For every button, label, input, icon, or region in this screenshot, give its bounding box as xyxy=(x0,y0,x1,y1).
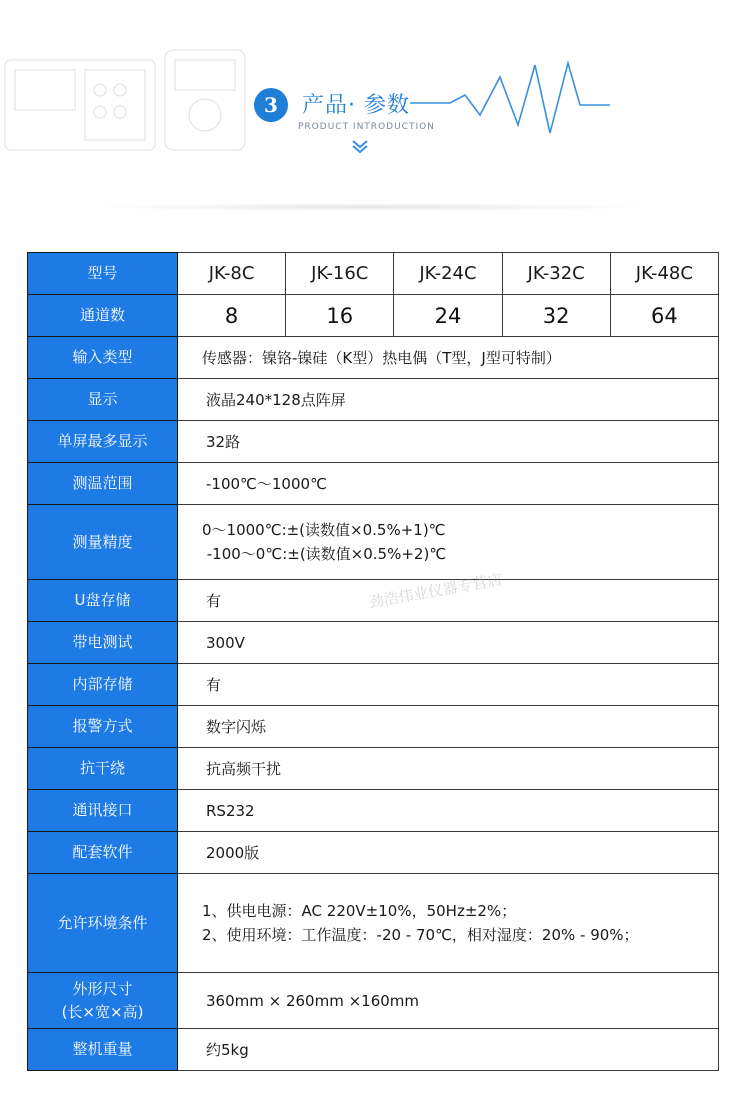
model-cell: JK-32C xyxy=(502,253,610,295)
table-row xyxy=(28,337,719,379)
table-row xyxy=(28,379,719,421)
row-label: 测量精度 xyxy=(28,505,178,580)
row-value: -100℃～1000℃ xyxy=(178,463,719,505)
table-row xyxy=(28,505,719,580)
label-line: 外形尺寸 xyxy=(72,980,133,998)
row-value: 液晶240*128点阵屏 xyxy=(178,379,719,421)
row-value: 传感器：镍铬-镍硅（K型）热电偶（T型，J型可特制） xyxy=(178,337,719,379)
row-label: 输入类型 xyxy=(28,337,178,379)
table-row xyxy=(28,463,719,505)
row-value xyxy=(178,505,719,580)
row-value: 有 xyxy=(178,664,719,706)
row-value: 2000版 xyxy=(178,832,719,874)
value-line: 1、供电电源：AC 220V±10%，50Hz±2%； xyxy=(202,902,517,920)
table-row xyxy=(28,1029,719,1071)
row-label xyxy=(28,973,178,1029)
value-line: 2、使用环境：工作温度：-20 - 70℃，相对湿度：20% - 90%； xyxy=(202,926,639,944)
channel-cell: 8 xyxy=(178,295,286,337)
row-value: 数字闪烁 xyxy=(178,706,719,748)
waveform-icon xyxy=(410,55,610,155)
value-line: 0～1000℃:±(读数值×0.5%+1)℃ xyxy=(202,521,446,539)
value-line: -100～0℃:±(读数值×0.5%+2)℃ xyxy=(202,545,447,563)
label-model: 型号 xyxy=(28,253,178,295)
row-label: 配套软件 xyxy=(28,832,178,874)
model-cell: JK-16C xyxy=(286,253,394,295)
table-row xyxy=(28,664,719,706)
channel-cell: 24 xyxy=(394,295,502,337)
row-label: 显示 xyxy=(28,379,178,421)
table-row xyxy=(28,748,719,790)
table-row-channels xyxy=(28,295,719,337)
table-row xyxy=(28,622,719,664)
row-label: 抗干绕 xyxy=(28,748,178,790)
row-label: 测温范围 xyxy=(28,463,178,505)
row-value: 360mm × 260mm ×160mm xyxy=(178,973,719,1029)
row-value: 32路 xyxy=(178,421,719,463)
channel-cell: 32 xyxy=(502,295,610,337)
model-cell: JK-24C xyxy=(394,253,502,295)
table-row xyxy=(28,421,719,463)
spec-table xyxy=(27,252,719,1071)
row-value xyxy=(178,874,719,973)
table-row-models xyxy=(28,253,719,295)
row-label: 允许环境条件 xyxy=(28,874,178,973)
row-label: 通讯接口 xyxy=(28,790,178,832)
header-divider xyxy=(90,203,650,211)
table-row xyxy=(28,832,719,874)
label-line: (长×宽×高) xyxy=(61,1002,144,1021)
instrument-background xyxy=(0,40,260,160)
model-cell: JK-8C xyxy=(178,253,286,295)
row-label: 报警方式 xyxy=(28,706,178,748)
row-value: 300V xyxy=(178,622,719,664)
section-header xyxy=(0,0,750,240)
label-channels: 通道数 xyxy=(28,295,178,337)
row-value: 有 xyxy=(178,580,719,622)
chevron-down-icon xyxy=(350,138,370,154)
row-value: 约5kg xyxy=(178,1029,719,1071)
section-subtitle: PRODUCT INTRODUCTION xyxy=(298,122,435,132)
table-row xyxy=(28,874,719,973)
row-value: 抗高频干扰 xyxy=(178,748,719,790)
row-label: 内部存储 xyxy=(28,664,178,706)
row-label: U盘存储 xyxy=(28,580,178,622)
table-row xyxy=(28,790,719,832)
store-watermark: 劲浩伟业仪器专营店 xyxy=(367,570,504,612)
channel-cell: 64 xyxy=(610,295,718,337)
row-value: RS232 xyxy=(178,790,719,832)
section-number-badge: 3 xyxy=(254,88,288,122)
table-row xyxy=(28,973,719,1029)
model-cell: JK-48C xyxy=(610,253,718,295)
table-row xyxy=(28,706,719,748)
row-label: 整机重量 xyxy=(28,1029,178,1071)
section-title: 产品· 参数 xyxy=(302,93,410,118)
row-label: 单屏最多显示 xyxy=(28,421,178,463)
row-label: 带电测试 xyxy=(28,622,178,664)
channel-cell: 16 xyxy=(286,295,394,337)
